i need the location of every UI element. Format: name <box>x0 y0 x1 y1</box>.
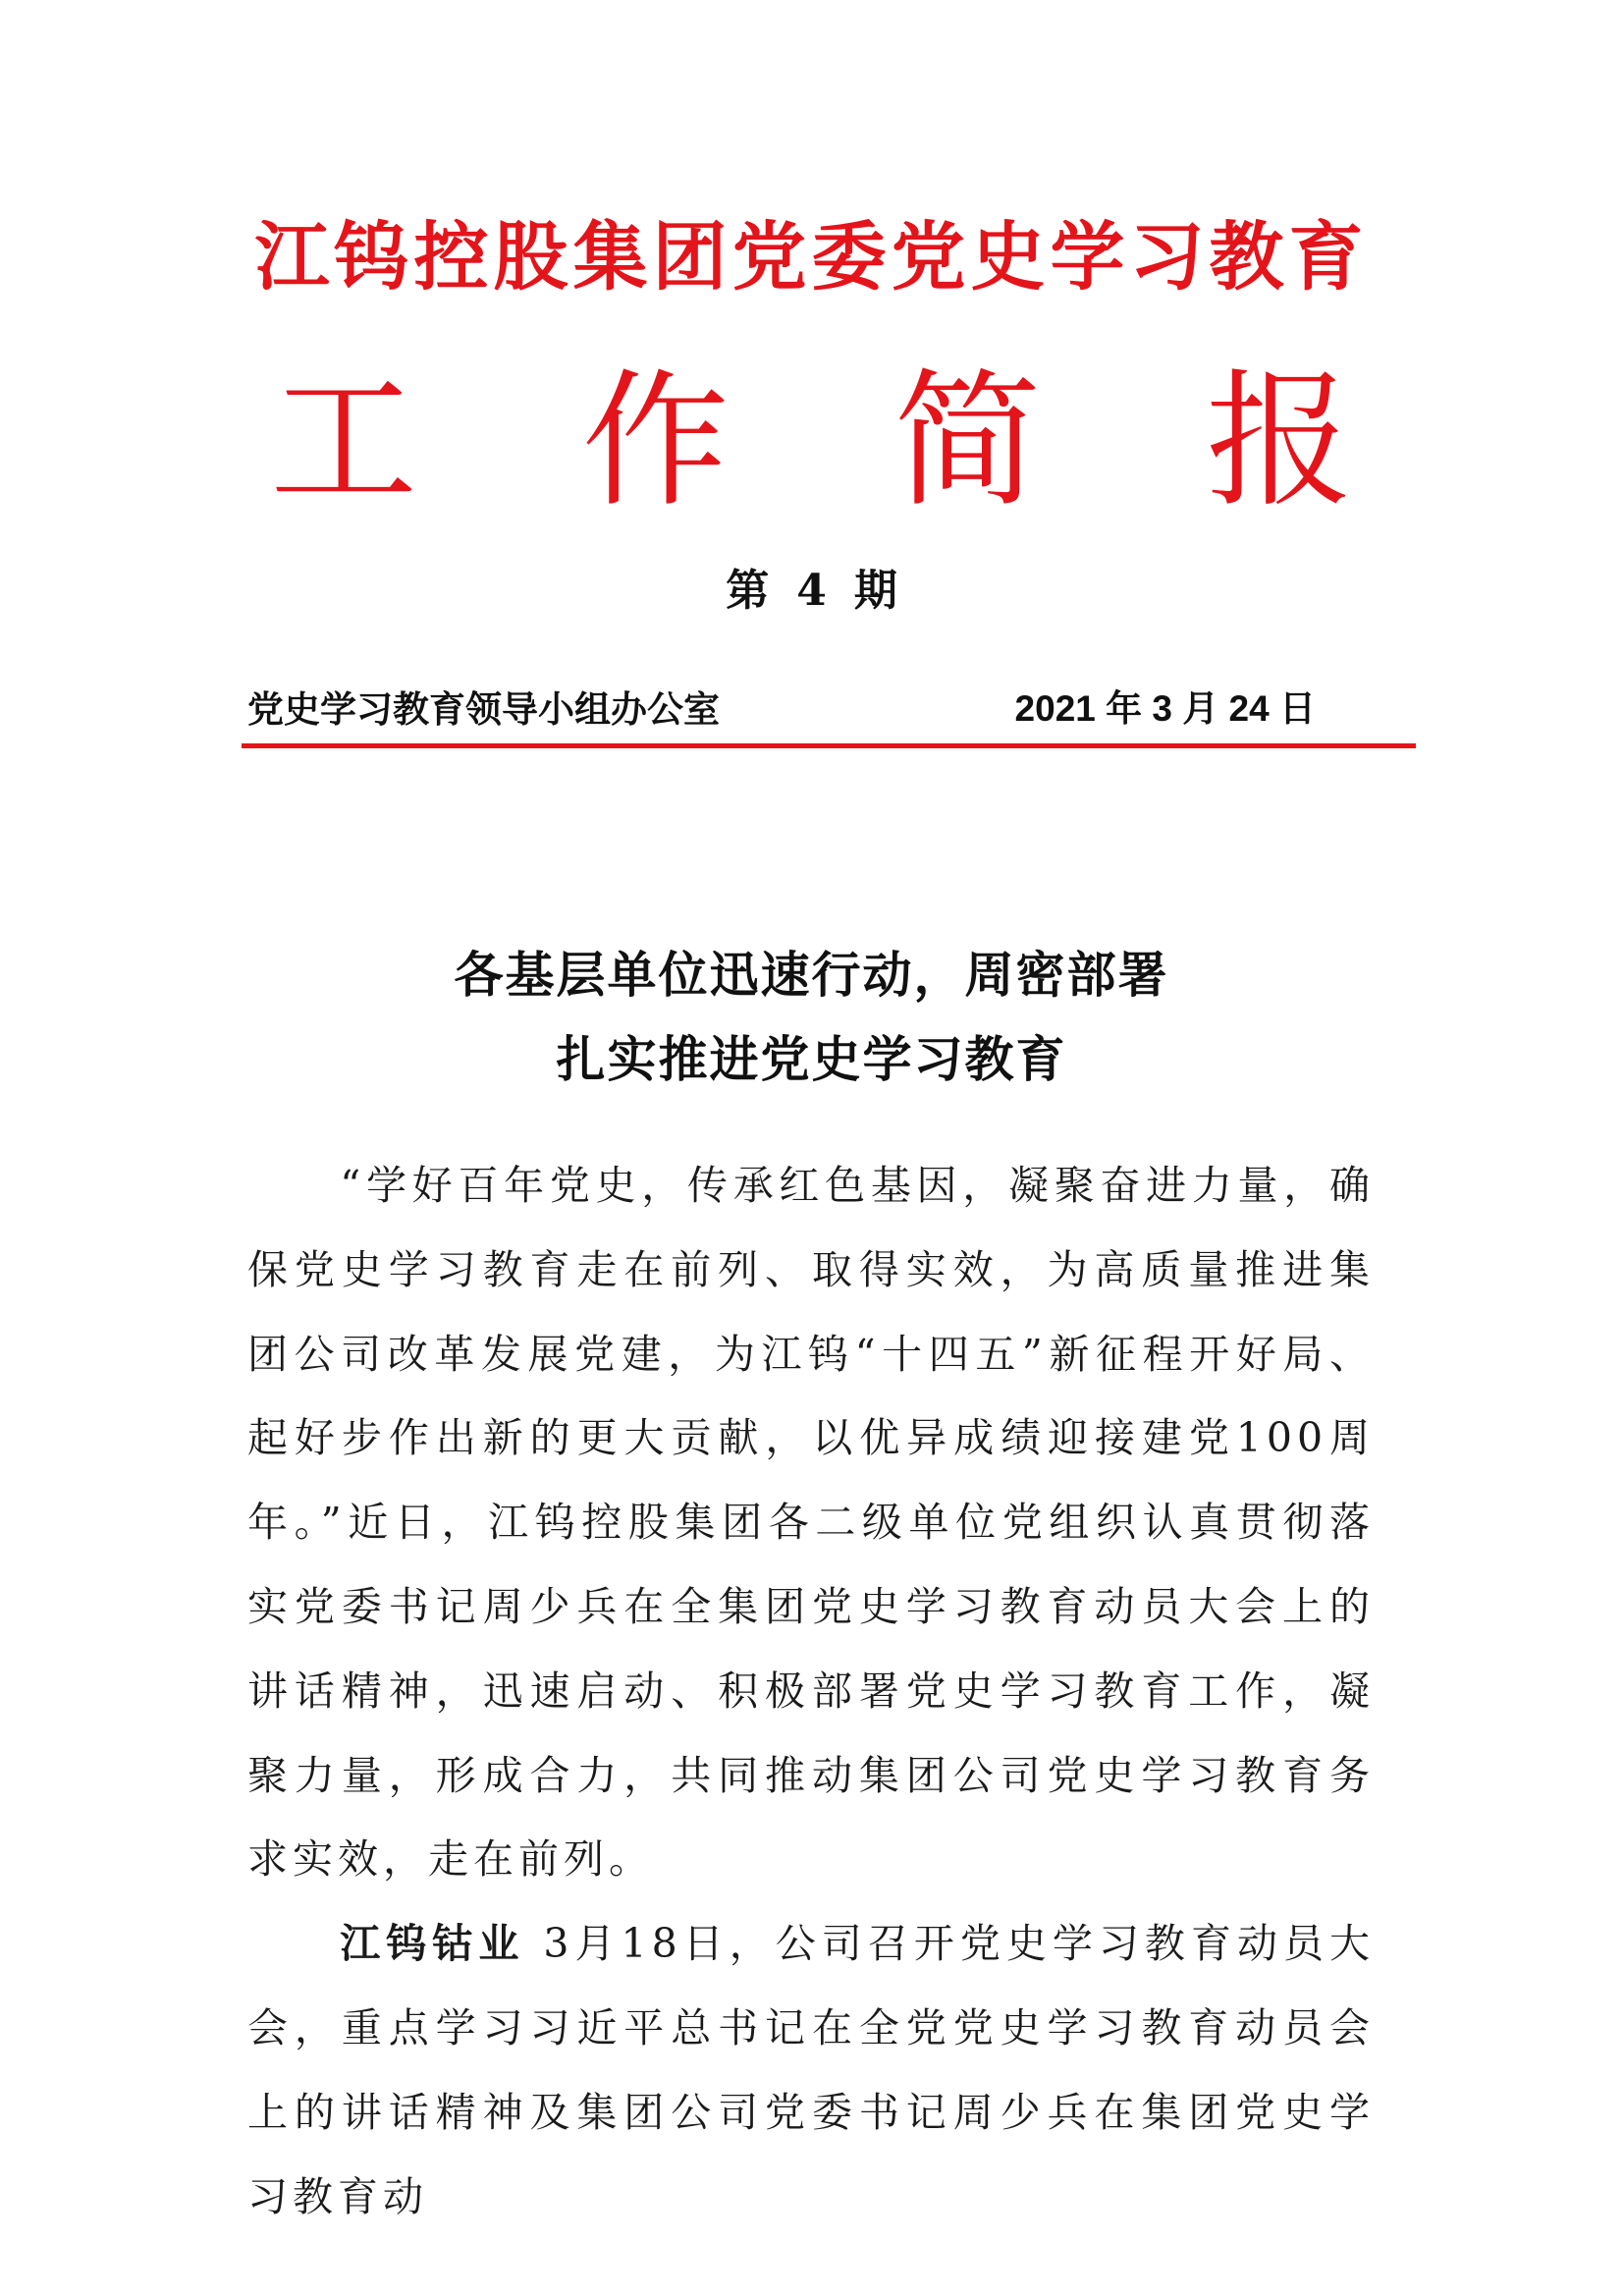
masthead-organization: 江钨控股集团党委党史学习教育 <box>254 213 1369 301</box>
article-title <box>0 933 1623 1102</box>
issue-prefix: 第 <box>726 566 770 616</box>
issuer-date-row <box>247 680 1367 738</box>
unit-name: 江钨钴业 <box>340 1920 525 1968</box>
unit-report-text: 3月18日，公司召开党史学习教育动员大会，重点学习习近平总书记在全党党史学习教育动员会上的讲话精神及集团公司党委书记周少兵在集团党史学习教育动 <box>247 1920 1375 2220</box>
issue-value: 4 <box>796 566 827 616</box>
masthead-title: 工 作 简 报 <box>269 356 1413 527</box>
paragraph-intro: “学好百年党史，传承红色基因，凝聚奋进力量，确保党史学习教育走在前列、取得实效，为高质量推进集团公司改革发展党建，为江钨“十四五”新征程开好局、起好步作出新的更大贡献，以优异成绩迎接建党100周年。”近日，江钨控股集团各二级单位党组织认真贯彻落实党委书记周少兵在全集团党史学习教育动员大会上的讲话精神，迅速启动、积极部署党史学习教育工作，凝聚力量，形成合力，共同推动集团公司党史学习教育务求实效，走在前列。 <box>247 1162 1375 1884</box>
paragraph-unit-report <box>247 1902 1375 2239</box>
red-divider-rule <box>242 743 1416 748</box>
article-title-line-1: 各基层单位迅速行动，周密部署 <box>454 946 1169 1004</box>
issue-number <box>0 562 1623 621</box>
article-body <box>247 1144 1375 2239</box>
issuer: 党史学习教育领导小组办公室 <box>247 687 720 731</box>
issue-date: 2021 年 3 月 24 日 <box>1014 688 1316 729</box>
issue-suffix: 期 <box>853 566 897 616</box>
article-title-line-2: 扎实推进党史学习教育 <box>556 1030 1067 1088</box>
